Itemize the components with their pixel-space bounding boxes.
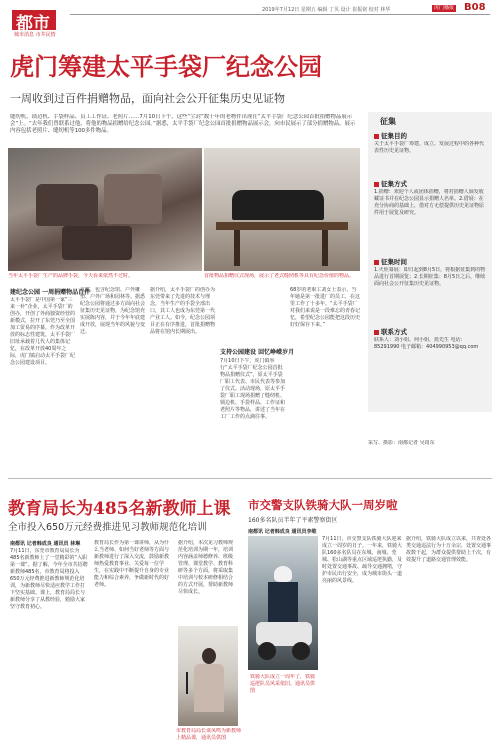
teachers-col1: 7月11日，东莞市教育局局长为485名新教师上了一堂精彩的“入职第一课”。据了解，今年全市共招聘新教师485名，市教育局将投入650万元经费推进新教师规范化培训，为新教师尽快适应教学工作打下坚实基础。课上，教育局局长与新教师分享了从教经验，勉励大家坚守教育初心。: [10, 548, 88, 610]
edition-badge: 虎门播报: [434, 5, 455, 11]
microphone-shape: [186, 672, 188, 694]
subhead-new-teachers: 全市投入650万元经费推进见习教师规范化培训: [8, 522, 207, 533]
teachers-col3: 据介绍，本次见习教师规范化培训为期一年，培训内容涵盖师德修养、班级管理、课堂教学、教育科研等多个方面，将采取集中培训与校本研修相结合的方式开展，帮助新教师尽快成长。: [178, 540, 234, 595]
subhead-memorial-park: 一周收到过百件捐赠物品，面向社会公开征集历史见证物: [10, 92, 285, 105]
sidebar-text: 联系人：刘小姐、何小姐、蓝先生 电话：85291990 电子邮箱：404990953@qq.com: [374, 337, 479, 350]
photo-motorcycle-officers: [248, 536, 318, 670]
photo1-caption: 当年太平手袋厂生产的品牌手袋，今天看来依然不过时。: [8, 273, 134, 279]
body-col1: 太平手袋厂是中国第一家“三来一补”企业，太平手袋厂的创办，开创了外商独资经营的新模式，拉开了东莞乃至全国加工贸易的序幕。作为改革开放的标志性建筑，太平手袋厂旧址承载着几代人的集体记忆，在改革开放40周年之际，虎门镇启动太平手袋厂纪念公园建设项目。: [10, 297, 76, 366]
sidebar-section: [374, 258, 488, 325]
sidebar-text: 1.捐赠：欢迎个人或团体捐赠，将对捐赠人颁发收藏证书并在纪念公园显示捐赠人名单。2.借展：在充分协商的基础上，借对方无偿提供历史见证物原件用于展览及研究。: [374, 189, 485, 216]
sidebar-heading: [374, 258, 488, 267]
wheel-shape: [258, 642, 276, 660]
sidebar-heading: [374, 180, 488, 189]
masthead-rule: [70, 14, 490, 15]
sidebar-heading-text: 征集方式: [381, 180, 407, 188]
handbag-shape: [62, 226, 132, 260]
bullet-square-icon: [374, 134, 379, 139]
body-col3: 据介绍，太平手袋厂的创办为东莞带来了先进的技术与理念，当年生产的手袋全部出口，其工人也成为东莞第一代产业工人。如今，纪念公园项目正在有序推进，首批捐赠物品将在馆内长期展出。: [150, 287, 216, 335]
police-col2: 据介绍，铁骑大队成立以来，共查处各类交通违法行为十万余宗，处置交通事故数千起，为群众提供帮助上千次，有效提升了道路交通管理效能。: [406, 536, 492, 563]
table-leg: [322, 230, 328, 266]
byline-motorcycle-police: 南都讯 记者韩成良 通讯员李维: [248, 529, 317, 535]
person-body: [194, 664, 224, 712]
photo-teacher-caption: 市教育局局长谈凤鸣为新教师上精品课，通讯员供图: [176, 728, 242, 741]
headline-motorcycle-police: 市交警支队铁骑大队一周岁啦: [248, 498, 398, 512]
sidebar-heading: [374, 328, 488, 337]
officer-helmet: [274, 566, 292, 582]
section-subtitle: 城市消息 市井民情: [14, 32, 56, 38]
bullet-square-icon: [374, 330, 379, 335]
body-col4: 7月10日下午，虎门镇举行“太平手袋厂纪念公园首批物品捐赠仪式”，原太平手袋厂职工代表、市民代表等参加了仪式。活动现场，原太平手袋厂职工现场捐赠了缝纫机、锁边机、手袋样品、工作证和老照片等物品，讲述了当年在工厂工作的点滴往事。: [220, 358, 286, 420]
masthead: [0, 0, 500, 40]
sidebar-heading-text: 征集目的: [381, 132, 407, 140]
photo2-caption: 首批物品捐赠仪式现场，展示了老式缝纫机等具有纪念价值的物品。: [204, 273, 355, 279]
section2-heading: 支持公园建设 回忆峥嵘岁月: [220, 349, 295, 356]
sidebar-section: [374, 180, 488, 255]
table-leg: [234, 230, 240, 266]
sewing-machine-shape: [232, 190, 324, 220]
section-divider: [8, 478, 492, 479]
headline-memorial-park: 虎门筹建太平手袋厂纪念公园: [10, 52, 322, 81]
handbag-shape: [104, 174, 162, 224]
body-col2: 方案，包含纪念馆、户外雕塑、户外广场和园林等。据悉纪念公园将通过多方面向社会征集历史见证物，为纪念馆充实展陈内容，并于今年年底建成开放，展现当年的风貌与变迁。: [80, 287, 146, 335]
handbag-shape: [36, 184, 98, 226]
person-head: [202, 648, 216, 664]
date-line: 2019年7月12日 星期五 编辑 丁贝 设计 崔振铭 校对 林华: [262, 7, 391, 13]
sidebar-heading: [374, 132, 488, 141]
section-title: 都市: [16, 14, 50, 34]
table-shape: [216, 222, 348, 230]
subhead-motorcycle-police: 160多名队员半年了平素警察街区: [248, 517, 338, 524]
sidebar-label: 征集: [380, 117, 396, 126]
photo-police-caption: 铁骑大队成立一周年了，铁骑巡逻队员风采依旧。通讯员供图: [250, 674, 316, 694]
teachers-col2: 教育局长作为第一课讲师，从为什么当老师、如何当好老师等方面与新教师进行了深入交流，鼓励新教师热爱教育事业、关爱每一位学生，在实践中不断提升自身的专业能力和综合素养，争做新时代的好老师。: [94, 540, 170, 588]
page-number: B08: [464, 2, 486, 13]
photo-handbags: [8, 148, 202, 271]
sidebar-section: [374, 132, 488, 177]
bullet-square-icon: [374, 182, 379, 187]
officer-body: [268, 582, 298, 622]
wheel-shape: [292, 642, 310, 660]
lead-paragraph: 缝纫机、锁边机、手袋样品、员工工作证、老照片……7月10日下午，这些“尘封”数十年的老物件出现在“太平手袋厂纪念公园首批捐赠物品展示会”上。“去年我们曾联系过他，将他的物品捐赠给纪念公园。”据悉，太平手袋厂纪念公园首批捐赠物品展示会，向市民展示了部分捐赠物品，展示内容包括老照片、缝纫机等100多件物品。: [10, 114, 356, 134]
byline-new-teachers: 南都讯 记者韩成良 通讯员 林琳: [10, 541, 81, 547]
police-col1: 7月11日，市交警支队铁骑大队迎来成立一周岁的日子。一年来，铁骑大队160多名队员在东城、南城、莞城、松山湖等重点区域巡逻执勤，及时处置交通事故、疏导交通拥堵，守护市民出行安全，成为城市街头一道亮丽的风景线。: [322, 536, 402, 584]
sidebar-heading-text: 联系方式: [381, 328, 407, 336]
sidebar-credit: 采写、摄影：南都记者 吴筠东: [368, 440, 435, 446]
headline-new-teachers: 教育局长为485名新教师上课: [8, 499, 231, 519]
sidebar-text: 关于太平手袋厂筹建、成立、发展过程中的各种代表性历史见证物。: [374, 141, 485, 154]
section1-heading: 建纪念公园 一周捐赠物品百件: [10, 289, 91, 296]
bullet-square-icon: [374, 260, 379, 265]
body-col5: 68岁的老职工刘女士表示，当年她是第一批进厂的员工，在这里工作了十多年。“太平手袋厂对我们来说是一段难忘的青春记忆，希望纪念公园能把这段历史好好保存下来。”: [290, 287, 360, 328]
sidebar-heading-text: 征集时间: [381, 258, 407, 266]
sidebar-section: [374, 328, 488, 387]
sidebar-text: 1.火炬幕展：即日起到8月5日，将根据征集到的物品进行首期展览；2.长期征集：8月5日之后，继续面向社会公开征集历史见证物。: [374, 267, 486, 287]
photo-sewing-machine: [204, 148, 360, 271]
photo-teacher-lecture: [178, 626, 238, 726]
